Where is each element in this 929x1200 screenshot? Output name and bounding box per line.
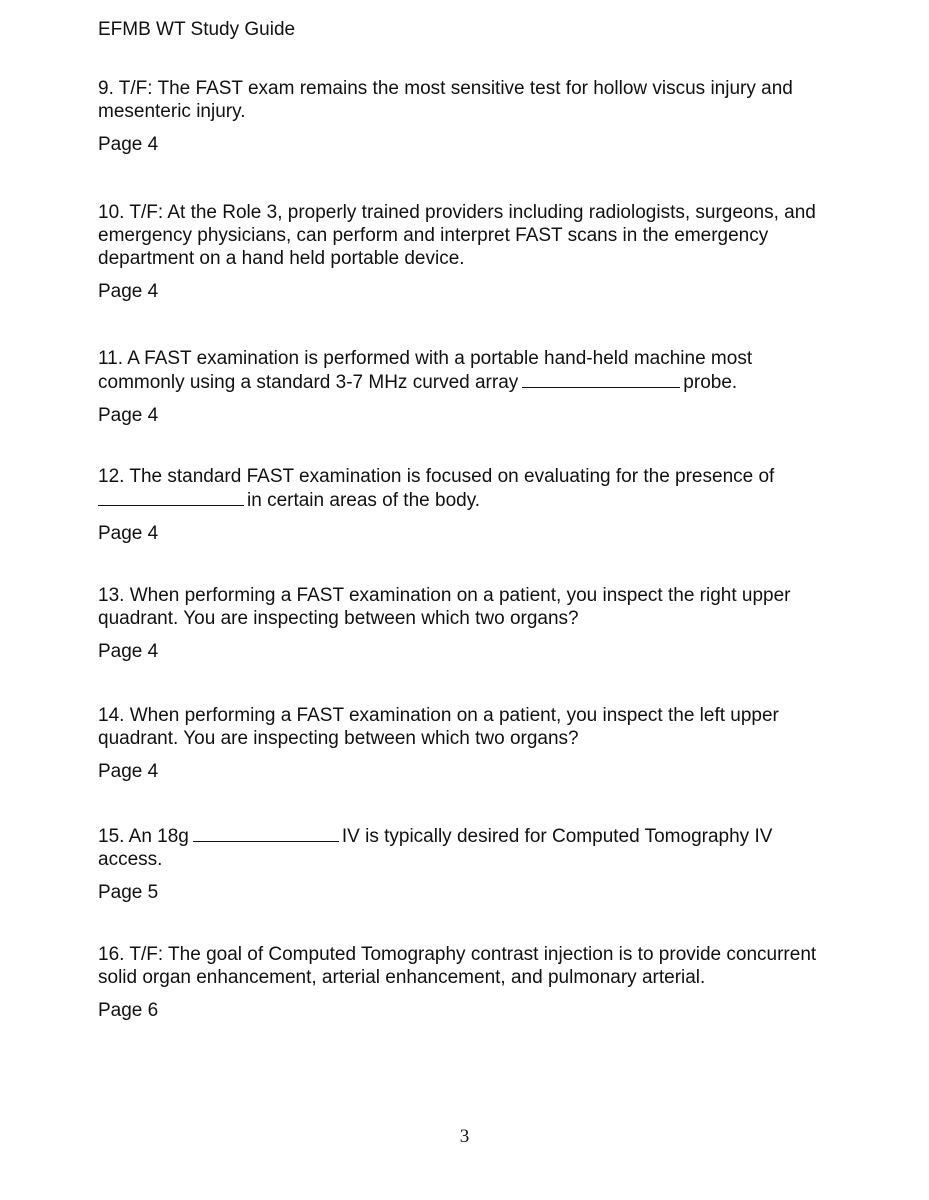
page-reference: Page 4 <box>98 405 159 426</box>
question-9 <box>98 77 838 156</box>
question-text-after: probe. <box>683 372 738 393</box>
question-text-before: 15. An 18g <box>98 826 189 847</box>
question-10 <box>98 201 838 303</box>
page-reference: Page 4 <box>98 281 159 302</box>
question-text: 10. T/F: At the Role 3, properly trained providers including radiologists, surgeons, and emergency physicians, can perform and interpret FAST scans in the emergency department on a hand held portable device. <box>98 202 816 269</box>
page-reference: Page 4 <box>98 134 159 155</box>
page-reference: Page 4 <box>98 641 159 662</box>
page-reference: Page 5 <box>98 882 159 903</box>
question-12 <box>98 465 838 545</box>
question-text <box>98 824 838 871</box>
question-text-before: 11. A FAST examination is performed with a portable hand-held machine most commonly using a standard 3-7 MHz curved array <box>98 348 753 393</box>
document-header: EFMB WT Study Guide <box>98 19 296 40</box>
page-reference: Page 4 <box>98 761 159 782</box>
question-16 <box>98 943 843 1022</box>
answer-blank[interactable] <box>193 824 339 842</box>
question-text: 13. When performing a FAST examination on a patient, you inspect the right upper quadrant. You are inspecting between which two organs? <box>98 585 791 629</box>
question-text <box>98 347 838 394</box>
answer-blank[interactable] <box>522 370 680 388</box>
question-text-after: in certain areas of the body. <box>247 490 481 511</box>
question-text-before: 12. The standard FAST examination is focused on evaluating for the presence of <box>98 466 775 487</box>
page-reference: Page 4 <box>98 523 159 544</box>
question-14 <box>98 704 838 783</box>
question-11 <box>98 347 838 427</box>
question-text: 14. When performing a FAST examination on a patient, you inspect the left upper quadrant. You are inspecting between which two organs? <box>98 705 779 749</box>
question-text: 16. T/F: The goal of Computed Tomography contrast injection is to provide concurrent solid organ enhancement, arterial enhancement, and pulmonary arterial. <box>98 944 817 988</box>
page-reference: Page 6 <box>98 1000 159 1021</box>
page-number: 3 <box>459 1126 470 1147</box>
question-15 <box>98 824 838 904</box>
question-text: 9. T/F: The FAST exam remains the most sensitive test for hollow viscus injury and mesenteric injury. <box>98 78 793 122</box>
question-text <box>98 465 838 512</box>
question-13 <box>98 584 838 663</box>
answer-blank[interactable] <box>98 488 244 506</box>
question-text-after: IV is typically desired for Computed Tomography IV access. <box>98 826 773 870</box>
